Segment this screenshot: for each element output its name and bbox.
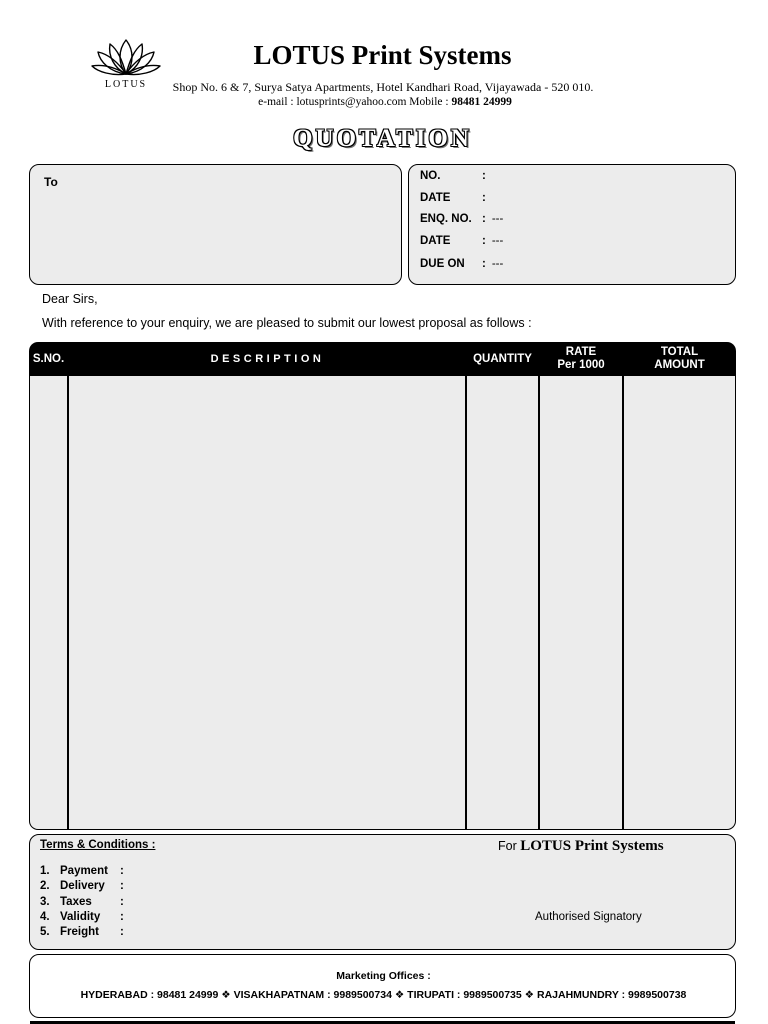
term-label: Freight [60,926,99,938]
term-taxes[interactable] [40,896,124,908]
term-validity[interactable] [40,911,124,923]
marketing-offices-title: Marketing Offices : [336,970,431,982]
marketing-offices-list: HYDERABAD : 98481 24999 ❖ VISAKHAPATNAM : 9989500734 ❖ TIRUPATI : 9989500735 ❖ RAJAHMUNDRY : 9989500738 [80,989,687,1001]
term-label: Validity [60,911,101,923]
intro-text: With reference to your enquiry, we are pleased to submit our lowest proposal as follows : [42,316,532,330]
info-row-enq-no[interactable] [420,213,503,225]
to-label: To [44,175,58,189]
term-label: Taxes [60,896,92,908]
col-header-sno: S.NO. [32,352,65,365]
terms-title: Terms & Conditions : [40,839,156,851]
term-delivery[interactable] [40,880,124,892]
term-number: 2. [40,880,50,892]
term-label: Delivery [60,880,105,892]
column-divider [622,342,624,830]
info-key: NO. [420,170,441,182]
col-header-quantity: QUANTITY [473,352,532,365]
col-header-description: DESCRIPTION [210,352,325,365]
quotation-info-box [408,164,736,285]
column-divider [465,342,467,830]
info-value: --- [491,213,504,225]
term-colon: : [120,911,124,923]
term-number: 3. [40,896,50,908]
term-freight[interactable] [40,926,124,938]
quotation-table [29,342,736,830]
term-number: 4. [40,911,50,923]
greeting-text: Dear Sirs, [42,292,98,306]
info-key: ENQ. NO. [420,213,472,225]
marketing-offices-box [29,954,736,1018]
term-colon: : [120,926,124,938]
rate-label: RATE [565,346,597,358]
recipient-box[interactable] [29,164,402,285]
table-header [29,342,736,376]
col-header-total [623,342,736,376]
for-company-line [498,838,664,855]
info-colon: : [482,170,486,182]
authorised-signatory: Authorised Signatory [535,911,642,923]
column-divider [67,342,69,830]
info-row-enq-date[interactable] [420,235,503,247]
table-body[interactable] [29,376,736,830]
lotus-flower-icon [88,36,164,78]
term-colon: : [120,865,124,877]
info-row-no[interactable] [420,170,492,182]
term-colon: : [120,880,124,892]
info-value: --- [491,258,504,270]
info-key: DATE [420,235,451,247]
rate-unit: Per 1000 [557,359,605,371]
company-address: Shop No. 6 & 7, Surya Satya Apartments, Hotel Kandhari Road, Vijayawada - 520 010. [172,80,594,94]
email-line: e-mail : lotusprints@yahoo.com Mobile : [258,96,449,108]
terms-box [29,834,736,950]
info-row-date[interactable] [420,192,492,204]
col-header-rate [539,342,623,376]
company-contact [200,96,570,108]
info-colon: : [482,213,486,225]
lotus-logo [88,36,164,92]
term-payment[interactable] [40,865,124,877]
mobile-number: 98481 24999 [451,96,512,108]
info-colon: : [482,192,486,204]
company-name: LOTUS Print Systems [253,40,512,70]
term-number: 1. [40,865,50,877]
for-prefix: For [498,839,517,853]
for-company-name: LOTUS Print Systems [520,838,664,854]
info-row-due-on[interactable] [420,258,503,270]
total-label: TOTAL [660,346,699,358]
info-colon: : [482,258,486,270]
info-key: DATE [420,192,451,204]
column-divider [538,342,540,830]
info-colon: : [482,235,486,247]
amount-label: AMOUNT [654,359,705,371]
info-value: --- [491,235,504,247]
term-colon: : [120,896,124,908]
logo-wordmark: LOTUS [104,79,148,90]
document-title: QUOTATION [293,125,472,152]
term-number: 5. [40,926,50,938]
info-key: DUE ON [420,258,465,270]
term-label: Payment [60,865,108,877]
